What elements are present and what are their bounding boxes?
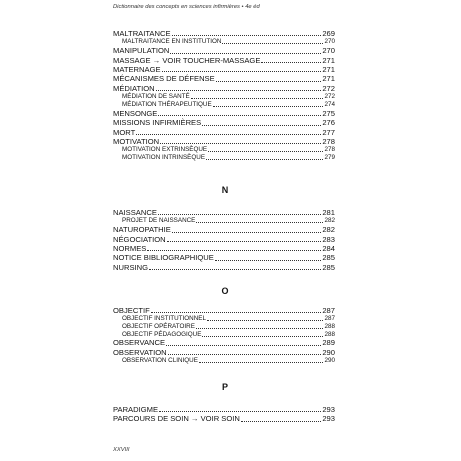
entry-label: MÉDIATION — [113, 83, 155, 93]
toc-entry — [113, 244, 335, 253]
dot-leader — [147, 250, 321, 251]
toc-entry — [113, 109, 335, 118]
toc-entry — [113, 235, 335, 244]
entry-page-number: 271 — [322, 74, 335, 84]
toc-entry — [113, 46, 335, 55]
entry-label: NURSING — [113, 262, 149, 272]
entry-label: MISSIONS INFIRMIÈRES — [113, 118, 202, 128]
dot-leader — [261, 62, 321, 63]
toc-entry — [113, 306, 335, 315]
entry-label: MALTRAITANCE EN INSTITUTION — [122, 38, 222, 46]
dot-leader — [202, 125, 321, 126]
entry-page-number: 290 — [324, 357, 335, 365]
entry-label: OBJECTIF PÉDAGOGIQUE — [122, 330, 202, 338]
entry-page-number: 287 — [322, 305, 335, 315]
entry-label: MASSAGE → VOIR TOUCHER-MASSAGE — [113, 55, 261, 65]
toc-entry — [113, 128, 335, 137]
entry-page-number: 271 — [322, 64, 335, 74]
dot-leader — [151, 312, 322, 313]
entry-page-number: 278 — [322, 136, 335, 146]
entry-label: NAISSANCE — [113, 207, 157, 217]
entry-page-number: 271 — [322, 55, 335, 65]
entry-page-number: 274 — [324, 100, 335, 108]
toc-subentry — [113, 93, 335, 101]
dot-leader — [162, 71, 322, 72]
entry-page-number: 275 — [322, 108, 335, 118]
dot-leader — [166, 345, 321, 346]
entry-page-number: 285 — [322, 253, 335, 263]
entry-label: NOTICE BIBLIOGRAPHIQUE — [113, 253, 214, 263]
entry-page-number: 289 — [322, 338, 335, 348]
dot-leader — [167, 241, 322, 242]
entry-page-number: 279 — [324, 154, 335, 162]
dot-leader — [215, 260, 321, 261]
dot-leader — [216, 81, 322, 82]
entry-label: PARCOURS DE SOIN → VOIR SOIN — [113, 414, 240, 424]
entry-label: MOTIVATION INTRINSÈQUE — [122, 154, 206, 162]
dot-leader — [202, 336, 323, 337]
entry-page-number: 287 — [324, 315, 335, 323]
entry-page-number: 276 — [322, 118, 335, 128]
dot-leader — [158, 214, 321, 215]
toc-section-o — [113, 306, 335, 365]
entry-label: OBSERVATION — [113, 347, 167, 357]
toc-entry — [113, 84, 335, 93]
entry-label: MANIPULATION — [113, 46, 170, 56]
toc-entry — [113, 348, 335, 357]
dot-leader — [196, 222, 323, 223]
section-letter-o: O — [221, 286, 229, 296]
entry-label: PROJET DE NAISSANCE — [122, 217, 196, 225]
entry-page-number: 270 — [324, 38, 335, 46]
entry-label: MÉCANISMES DE DÉFENSE — [113, 74, 215, 84]
entry-page-number: 277 — [322, 127, 335, 137]
entry-page-number: 278 — [324, 146, 335, 154]
toc-entry — [113, 263, 335, 272]
entry-page-number: 293 — [322, 414, 335, 424]
entry-label: MATERNAGE — [113, 64, 161, 74]
dot-leader — [168, 354, 322, 355]
dot-leader — [172, 232, 322, 233]
dot-leader — [206, 159, 323, 160]
toc-section-m — [113, 29, 335, 162]
dot-leader — [172, 35, 322, 36]
entry-label: MOTIVATION EXTRINSÈQUE — [122, 146, 208, 154]
entry-label: MÉDIATION DE SANTÉ — [122, 93, 190, 101]
entry-page-number: 269 — [322, 28, 335, 38]
entry-page-number: 284 — [322, 243, 335, 253]
dot-leader — [241, 421, 321, 422]
toc-entry — [113, 414, 335, 423]
dot-leader — [136, 134, 321, 135]
dot-leader — [156, 90, 322, 91]
dot-leader — [159, 411, 321, 412]
entry-label: OBJECTIF OPÉRATOIRE — [122, 323, 195, 331]
entry-page-number: 272 — [324, 93, 335, 101]
entry-label: NÉGOCIATION — [113, 234, 166, 244]
dot-leader — [199, 362, 324, 363]
toc-subentry — [113, 146, 335, 154]
entry-label: OBJECTIF — [113, 305, 150, 315]
running-header: Dictionnaire des concepts en sciences infirmières • 4e éd — [113, 4, 260, 10]
toc-section-n — [113, 208, 335, 272]
toc-entry — [113, 405, 335, 414]
dot-leader — [158, 115, 321, 116]
toc-subentry — [113, 101, 335, 109]
page-number: XXVIII — [113, 447, 130, 453]
dot-leader — [196, 328, 324, 329]
entry-page-number: 282 — [324, 217, 335, 225]
toc-subentry — [113, 323, 335, 331]
entry-page-number: 283 — [322, 234, 335, 244]
entry-page-number: 290 — [322, 347, 335, 357]
toc-entry — [113, 65, 335, 74]
section-letter-p: P — [221, 382, 228, 392]
toc-entry — [113, 56, 335, 65]
entry-label: MALTRAITANCE — [113, 28, 171, 38]
toc-entry — [113, 74, 335, 83]
dot-leader — [213, 106, 324, 107]
entry-page-number: 281 — [322, 207, 335, 217]
entry-page-number: 288 — [324, 330, 335, 338]
entry-label: NATUROPATHIE — [113, 225, 171, 235]
toc-entry — [113, 29, 335, 38]
entry-label: OBSERVANCE — [113, 338, 166, 348]
entry-label: OBSERVATION CLINIQUE — [122, 357, 198, 365]
entry-label: MENSONGE — [113, 108, 158, 118]
toc-entry — [113, 208, 335, 217]
toc-entry — [113, 225, 335, 234]
dot-leader — [160, 143, 321, 144]
entry-page-number: 270 — [322, 46, 335, 56]
toc-entry — [113, 118, 335, 127]
entry-label: NORMES — [113, 243, 147, 253]
toc-subentry — [113, 357, 335, 365]
dot-leader — [170, 53, 321, 54]
entry-label: MOTIVATION — [113, 136, 160, 146]
entry-label: MÉDIATION THÉRAPEUTIQUE — [122, 100, 212, 108]
dot-leader — [149, 269, 321, 270]
toc-subentry — [113, 217, 335, 225]
section-letter-n: N — [221, 185, 229, 195]
entry-page-number: 272 — [322, 83, 335, 93]
entry-page-number: 293 — [322, 404, 335, 414]
toc-entry — [113, 253, 335, 262]
toc-subentry — [113, 154, 335, 162]
entry-page-number: 285 — [322, 262, 335, 272]
toc-subentry — [113, 38, 335, 46]
dot-leader — [208, 151, 323, 152]
entry-label: OBJECTIF INSTITUTIONNEL — [122, 315, 206, 323]
toc-subentry — [113, 315, 335, 323]
entry-page-number: 282 — [322, 225, 335, 235]
toc-subentry — [113, 331, 335, 339]
entry-label: PARADIGME — [113, 404, 159, 414]
toc-section-p — [113, 405, 335, 424]
entry-label: MORT — [113, 127, 136, 137]
toc-entry — [113, 339, 335, 348]
dot-leader — [222, 43, 323, 44]
dot-leader — [207, 320, 324, 321]
entry-page-number: 288 — [324, 323, 335, 331]
dot-leader — [191, 98, 324, 99]
